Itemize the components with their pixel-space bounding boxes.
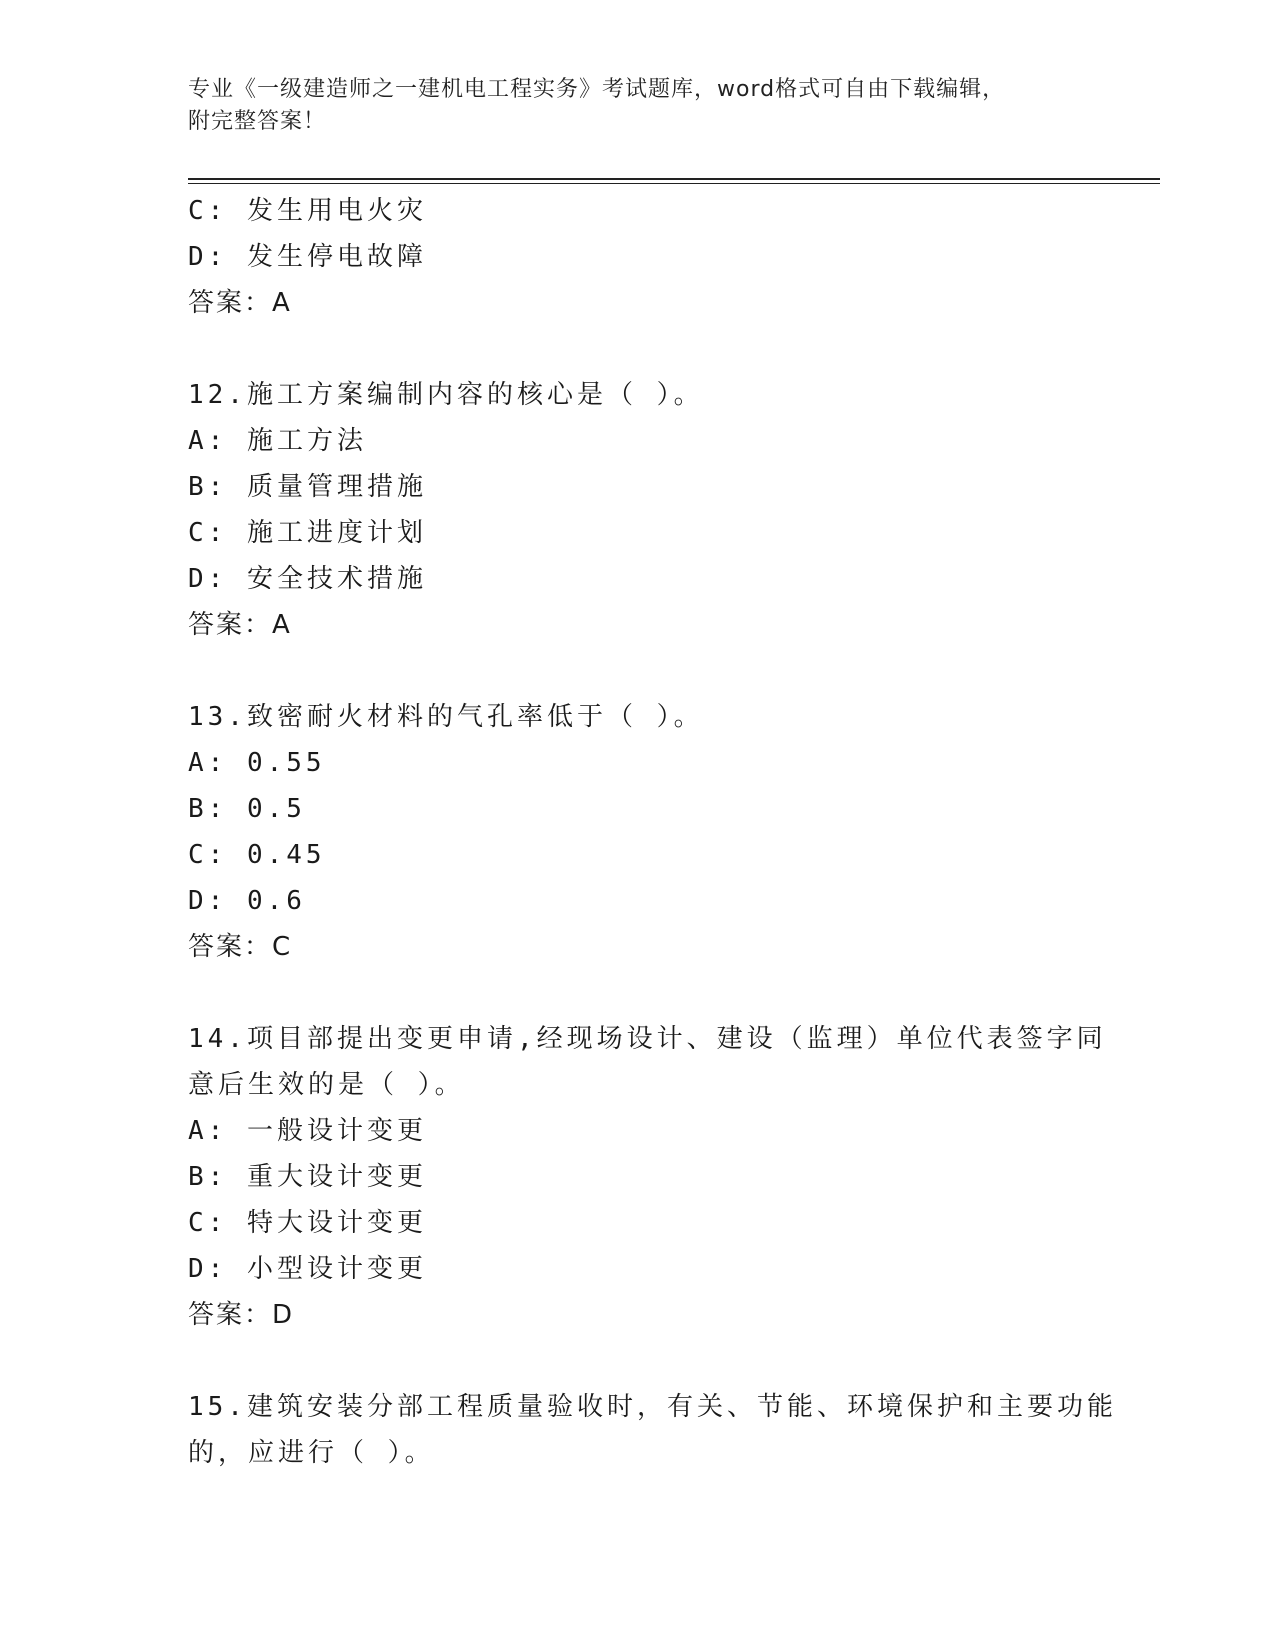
spacer: [188, 970, 1088, 1016]
question-12: [188, 372, 1088, 648]
question-11-continued: [188, 188, 1088, 326]
question-stem-line-1: 15.建筑安装分部工程质量验收时，有关、节能、环境保护和主要功能: [188, 1392, 1117, 1422]
option-b: B: 质量管理措施: [188, 472, 427, 502]
question-stem-line-2: 意后生效的是（ ）。: [188, 1070, 465, 1100]
option-d: D: 小型设计变更: [188, 1254, 427, 1284]
option-b: B: 重大设计变更: [188, 1162, 427, 1192]
option-c: C: 特大设计变更: [188, 1208, 427, 1238]
question-13: [188, 694, 1088, 970]
document-header: [188, 74, 1088, 138]
option-d: D: 0.6: [188, 886, 306, 916]
answer: 答案：D: [188, 1300, 295, 1330]
spacer: [188, 326, 1088, 372]
option-a: A: 0.55: [188, 748, 326, 778]
question-list: [188, 188, 1117, 1476]
option-b: B: 0.5: [188, 794, 306, 824]
question-stem: 12.施工方案编制内容的核心是（ ）。: [188, 380, 704, 410]
option-c: C: 发生用电火灾: [188, 196, 427, 226]
question-stem-line-1: 14.项目部提出变更申请,经现场设计、建设（监理）单位代表签字同: [188, 1024, 1107, 1054]
question-15: [188, 1384, 1117, 1476]
option-a: A: 施工方法: [188, 426, 367, 456]
spacer: [188, 1338, 1088, 1384]
option-a: A: 一般设计变更: [188, 1116, 427, 1146]
header-divider-thin: [188, 183, 1160, 184]
option-d: D: 发生停电故障: [188, 242, 427, 272]
question-stem: 13.致密耐火材料的气孔率低于（ ）。: [188, 702, 704, 732]
answer: 答案：A: [188, 288, 292, 318]
answer: 答案：A: [188, 610, 292, 640]
header-divider: [188, 178, 1160, 180]
option-c: C: 0.45: [188, 840, 326, 870]
spacer: [188, 648, 1088, 694]
option-d: D: 安全技术措施: [188, 564, 427, 594]
option-c: C: 施工进度计划: [188, 518, 427, 548]
answer: 答案：C: [188, 932, 293, 962]
question-14: [188, 1016, 1107, 1338]
question-stem-line-2: 的，应进行（ ）。: [188, 1438, 435, 1468]
header-line-1: 专业《一级建造师之一建机电工程实务》考试题库，word格式可自由下载编辑，: [188, 77, 1006, 102]
header-line-2: 附完整答案！: [188, 109, 327, 134]
